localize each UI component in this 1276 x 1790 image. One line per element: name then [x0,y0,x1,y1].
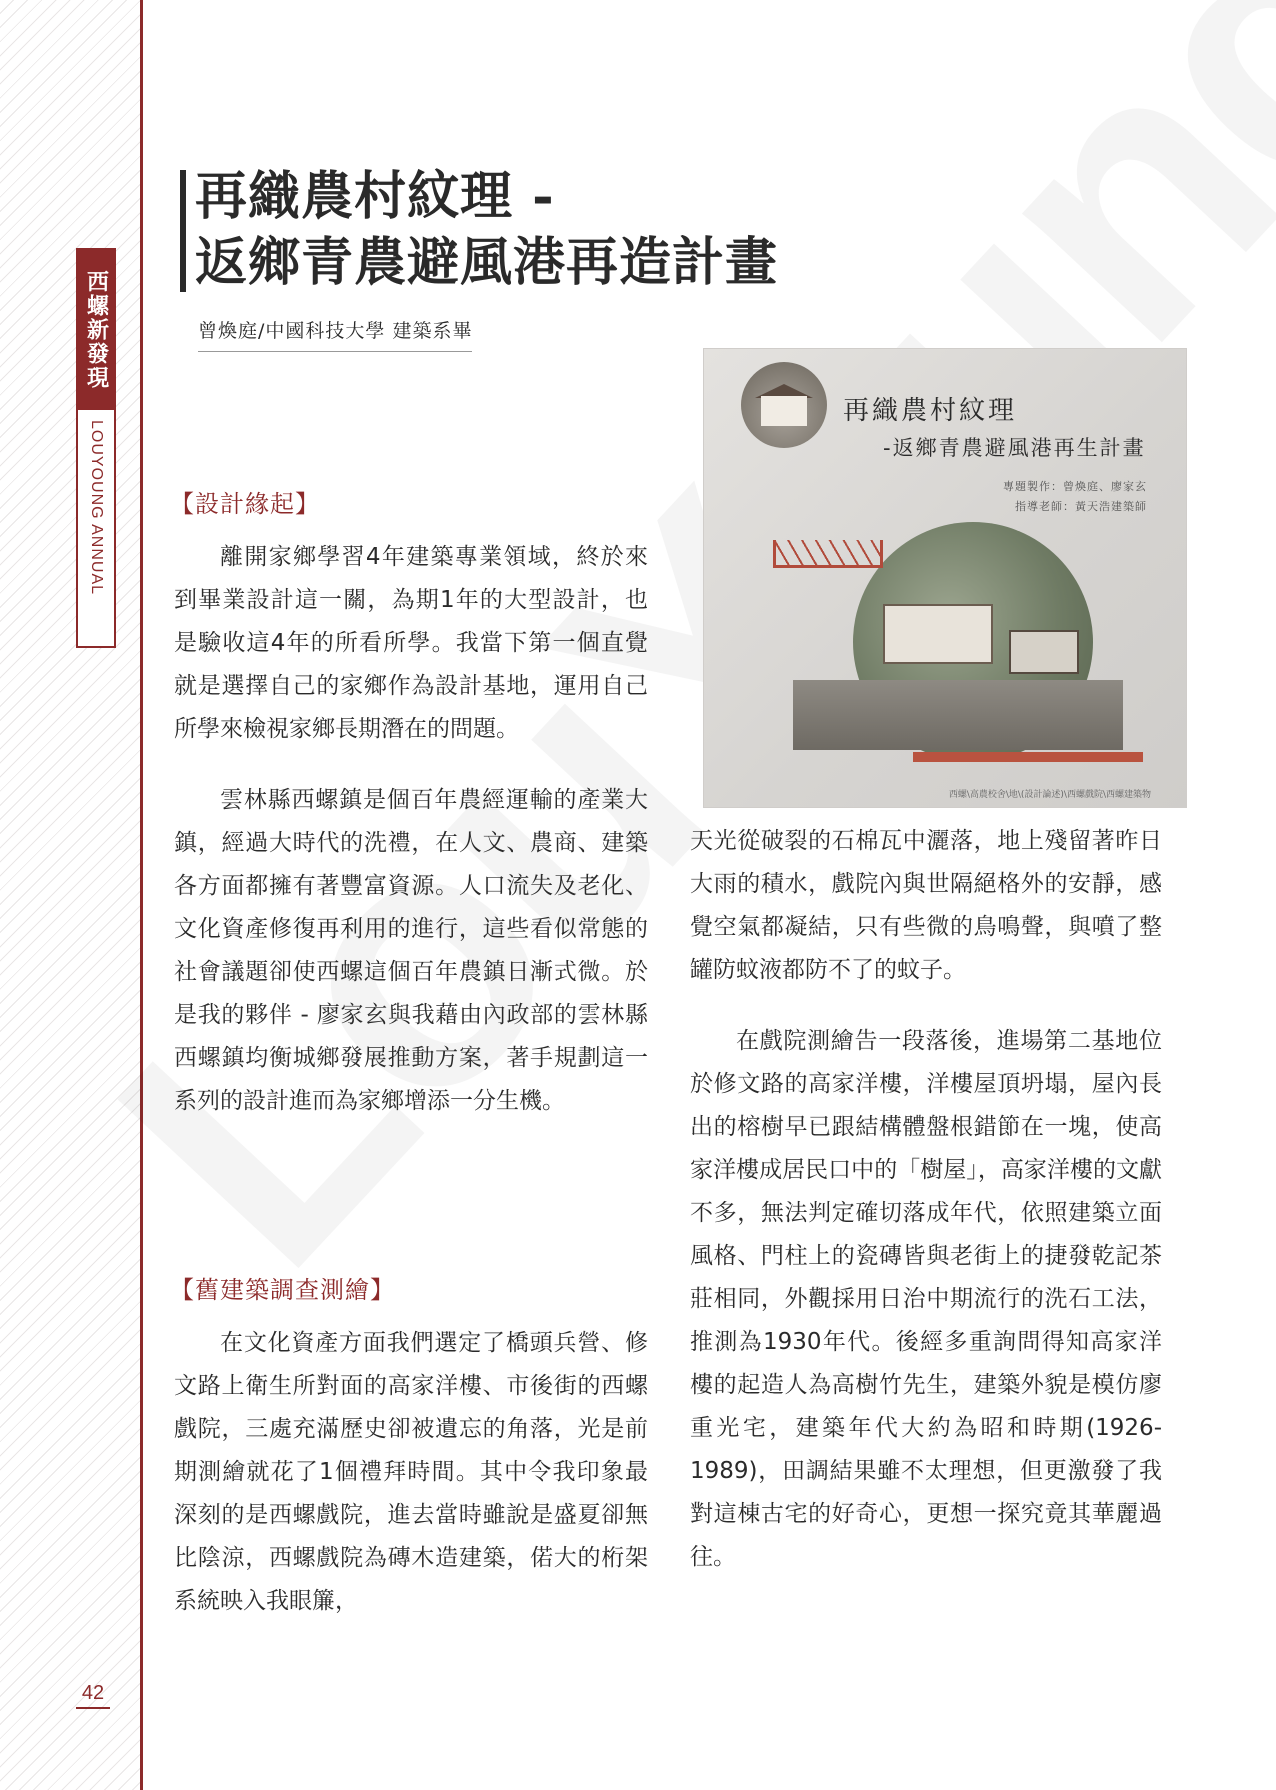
left-column-section2 [174,1322,648,1623]
cover-title: 再織農村紋理 [843,396,1018,426]
cover-subtitle: -返鄉青農避風港再生計畫 [883,436,1146,460]
paragraph: 雲林縣西螺鎮是個百年農經運輸的產業大鎮，經過大時代的洗禮，在人文、農商、建築各方面都擁有著豐富資源。人口流失及老化、文化資產修復再利用的進行，這些看似常態的社會議題卻使西螺這個百年農鎮日漸式微。於是我的夥伴 - 廖家玄與我藉由內政部的雲林縣西螺鎮均衡城鄉發展推動方案，著手規劃這一系列的設計進而為家鄉增添一分生機。 [174,787,648,1114]
section-heading-design-origin: 【設計緣起】 [170,490,320,518]
title-accent-bar [180,170,186,292]
section-tab-header [78,250,114,410]
building-illustration-2 [1009,630,1079,674]
article-title [195,164,778,296]
paragraph: 在文化資產方面我們選定了橋頭兵營、修文路上衛生所對面的高家洋樓、市後街的西螺戲院，三處充滿歷史卻被遺忘的角落，光是前期測繪就花了1個禮拜時間。其中令我印象最深刻的是西螺戲院，進去當時雖說是盛夏卻無比陰涼，西螺戲院為磚木造建築，偌大的桁架系統映入我眼簾， [174,1330,648,1614]
house-shape [761,396,807,426]
series-label: 西螺新發現 [83,270,109,390]
annual-label-box [78,420,114,640]
paragraph: 在戲院測繪告一段落後，進場第二基地位於修文路的高家洋樓，洋樓屋頂坍塌，屋內長出的榕樹早已跟結構體盤根錯節在一塊，使高家洋樓成居民口中的「樹屋」，高家洋樓的文獻不多，無法判定確切落成年代，依照建築立面風格、門柱上的瓷磚皆與老街上的捷發乾記茶莊相同，外觀採用日治中期流行的洗石工法，推測為1930年代。後經多重詢問得知高家洋樓的起造人為高樹竹先生，建築外貌是模仿廖重光宅，建築年代大約為昭和時期(1926-1989)，田調結果雖不太理想，但更激發了我對這棟古宅的好奇心，更想一探究竟其華麗過往。 [690,1028,1162,1570]
section-heading-survey: 【舊建築調查測繪】 [170,1276,395,1304]
cover-building-photo [741,362,827,448]
annual-label: LOUYOUNG ANNUAL [88,420,105,596]
cover-credit-advisor: 指導老師：黃天浩建築師 [1015,500,1147,513]
page-number: 42 [76,1682,110,1709]
margin-rule [140,0,143,1790]
project-cover-image [703,348,1187,808]
right-column [690,820,1162,1579]
section-tab [76,248,116,648]
paragraph: 天光從破裂的石棉瓦中灑落，地上殘留著昨日大雨的積水，戲院內與世隔絕格外的安靜，感覺空氣都凝結，只有些微的鳥鳴聲，與噴了整罐防蚊液都防不了的蚊子。 [690,828,1162,983]
red-beam [913,752,1143,762]
building-illustration [883,604,993,664]
hatched-margin [0,0,140,1790]
author-byline: 曾煥庭/中國科技大學 建築系畢 [198,316,472,352]
paragraph: 離開家鄉學習4年建築專業領域，終於來到畢業設計這一關，為期1年的大型設計，也是驗收這4年的所看所學。我當下第一個直覺就是選擇自己的家鄉作為設計基地，運用自己所學來檢視家鄉長期潛在的問題。 [174,544,648,742]
street-illustration [793,680,1123,750]
cover-collage [773,520,1159,780]
cover-footer: 西螺\高農校舍\地\(設計論述)\西螺戲院\西螺建築物 [948,790,1151,800]
bridge-illustration [773,540,883,568]
left-column-section1 [174,536,648,1123]
title-line-2: 返鄉青農避風港再造計畫 [195,232,779,293]
cover-credit-producers: 專題製作：曾煥庭、廖家玄 [1003,480,1147,493]
title-line-1: 再織農村紋理 - [195,166,555,227]
